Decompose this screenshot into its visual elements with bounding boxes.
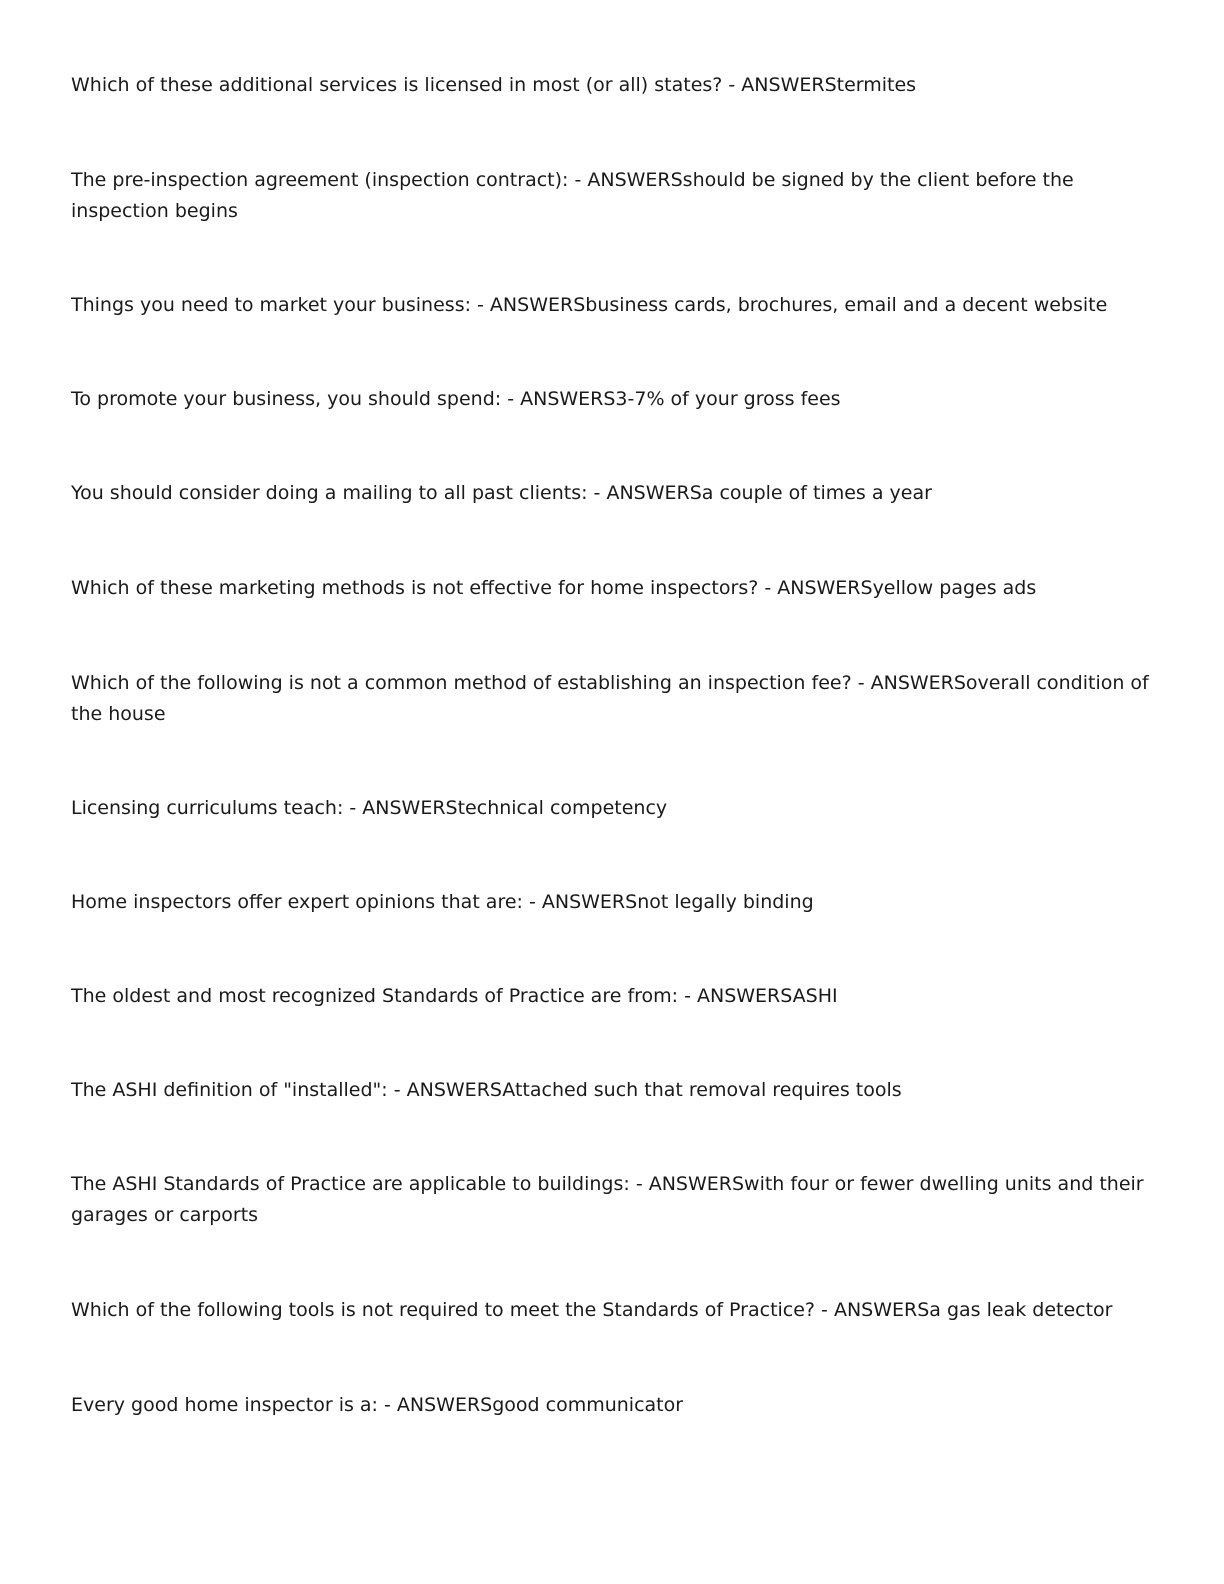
- qa-item-8: Licensing curriculums teach: - ANSWERStechnical competency: [71, 797, 668, 819]
- qa-item-5: You should consider doing a mailing to all past clients: - ANSWERSa couple of times a year: [71, 482, 932, 504]
- qa-item-14: Every good home inspector is a: - ANSWERSgood communicator: [71, 1394, 684, 1416]
- qa-item-9: Home inspectors offer expert opinions that are: - ANSWERSnot legally binding: [71, 891, 814, 913]
- qa-item-11: The ASHI definition of "installed": - ANSWERSAttached such that removal requires tools: [71, 1079, 902, 1101]
- qa-item-3: Things you need to market your business: - ANSWERSbusiness cards, brochures, email and a decent website: [71, 294, 1108, 316]
- qa-item-4: To promote your business, you should spend: - ANSWERS3-7% of your gross fees: [71, 388, 841, 410]
- qa-item-12: The ASHI Standards of Practice are applicable to buildings: - ANSWERSwith four or fewer dwelling units and their garages or carports: [71, 1173, 1144, 1226]
- qa-item-1: Which of these additional services is licensed in most (or all) states? - ANSWERStermites: [71, 74, 917, 96]
- qa-item-2: The pre-inspection agreement (inspection contract): - ANSWERSshould be signed by the client before the inspection begins: [71, 169, 1074, 222]
- qa-item-10: The oldest and most recognized Standards of Practice are from: - ANSWERSASHI: [71, 985, 838, 1007]
- qa-item-6: Which of these marketing methods is not effective for home inspectors? - ANSWERSyellow pages ads: [71, 577, 1037, 599]
- qa-item-13: Which of the following tools is not required to meet the Standards of Practice? - ANSWERSa gas leak detector: [71, 1299, 1113, 1321]
- qa-item-7: Which of the following is not a common method of establishing an inspection fee? - ANSWERSoverall condition of the house: [71, 672, 1149, 725]
